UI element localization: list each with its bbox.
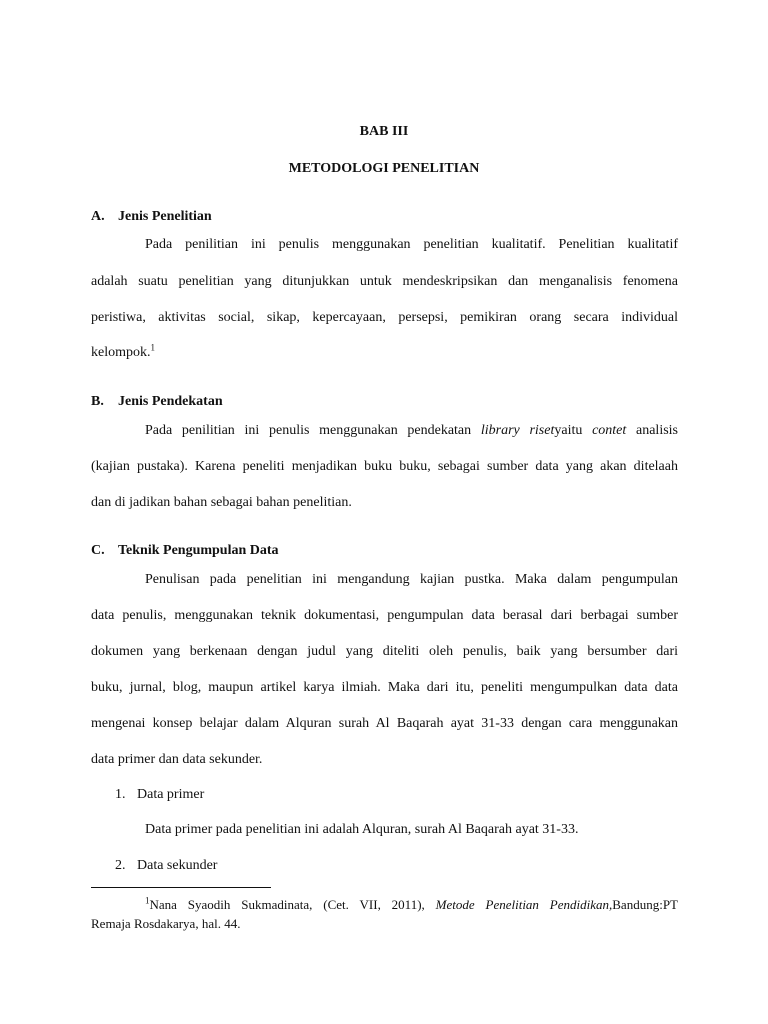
- section-c-line-3: dokumen yang berkenaan dengan judul yang diteliti oleh penulis, baik yang bersumber dari: [91, 644, 678, 659]
- footnote-book-title: Metode Penelitian Pendidikan,: [435, 897, 613, 912]
- list-item-1-label: Data primer: [137, 787, 205, 802]
- footnote-number: 1: [145, 895, 150, 906]
- section-b-title: Jenis Pendekatan: [118, 394, 223, 409]
- section-b-line-2: (kajian pustaka). Karena peneliti menjadikan buku buku, sebagai sumber data yang akan ditelaah: [91, 459, 678, 474]
- section-a-heading: [91, 209, 212, 225]
- section-c-line-2: data penulis, menggunakan teknik dokumentasi, pengumpulan data berasal dari berbagai sumber: [91, 608, 678, 623]
- section-c-title: Teknik Pengumpulan Data: [118, 543, 279, 558]
- section-a-letter: A.: [91, 209, 105, 224]
- footnote-publisher-start: Bandung:PT: [612, 897, 678, 912]
- section-c-heading: [91, 543, 279, 559]
- chapter-title: METODOLOGI PENELITIAN: [288, 161, 480, 176]
- section-a-line-2: adalah suatu penelitian yang ditunjukkan untuk mendeskripsikan dan menganalisis fenomena: [91, 274, 678, 289]
- footnote-ref-1: 1: [150, 342, 155, 353]
- term-library-riset: library riset: [480, 423, 555, 438]
- section-c-line-5: mengenai konsep belajar dalam Alquran surah Al Baqarah ayat 31-33 dengan cara menggunakan: [91, 716, 678, 731]
- section-a-line-4-text: kelompok.: [91, 345, 151, 360]
- list-item-1-number: 1.: [115, 787, 126, 802]
- section-a-title: Jenis Penelitian: [118, 209, 212, 224]
- footnote-line-2: Remaja Rosdakarya, hal. 44.: [91, 916, 241, 931]
- footnote-author: Nana Syaodih Sukmadinata, (Cet. VII, 2011),: [149, 897, 436, 912]
- list-item-2-number: 2.: [115, 858, 126, 873]
- list-item-1: [115, 787, 204, 803]
- section-c-line-6: data primer dan data sekunder.: [91, 752, 263, 767]
- section-c-line-1: Penulisan pada penelitian ini mengandung kajian pustka. Maka dalam pengumpulan: [145, 572, 678, 587]
- section-a-line-1: Pada penilitian ini penulis menggunakan penelitian kualitatif. Penelitian kualitatif: [145, 237, 678, 252]
- section-b-letter: B.: [91, 394, 104, 409]
- section-b-heading: [91, 394, 223, 410]
- section-b-line-1: [145, 423, 678, 439]
- chapter-label: BAB III: [359, 124, 409, 139]
- term-contet: contet: [592, 423, 627, 438]
- section-b-line-1-pre: Pada penilitian ini penulis menggunakan pendekatan: [145, 423, 481, 438]
- section-c-line-4: buku, jurnal, blog, maupun artikel karya ilmiah. Maka dari itu, peneliti mengumpulkan data data: [91, 680, 678, 695]
- section-a-line-3: peristiwa, aktivitas social, sikap, kepercayaan, persepsi, pemikiran orang secara individual: [91, 310, 678, 325]
- list-item-2-label: Data sekunder: [137, 858, 218, 873]
- footnote-separator: [91, 887, 271, 888]
- list-item-2: [115, 858, 217, 874]
- section-c-letter: C.: [91, 543, 105, 558]
- section-b-line-1-post: analisis: [626, 423, 679, 438]
- section-a-line-4: [91, 342, 155, 361]
- section-b-line-1-mid: yaitu: [554, 423, 593, 438]
- footnote-line-1: [145, 897, 678, 913]
- section-b-line-3: dan di jadikan bahan sebagai bahan penelitian.: [91, 495, 352, 510]
- list-item-1-text: Data primer pada penelitian ini adalah Alquran, surah Al Baqarah ayat 31-33.: [145, 822, 579, 837]
